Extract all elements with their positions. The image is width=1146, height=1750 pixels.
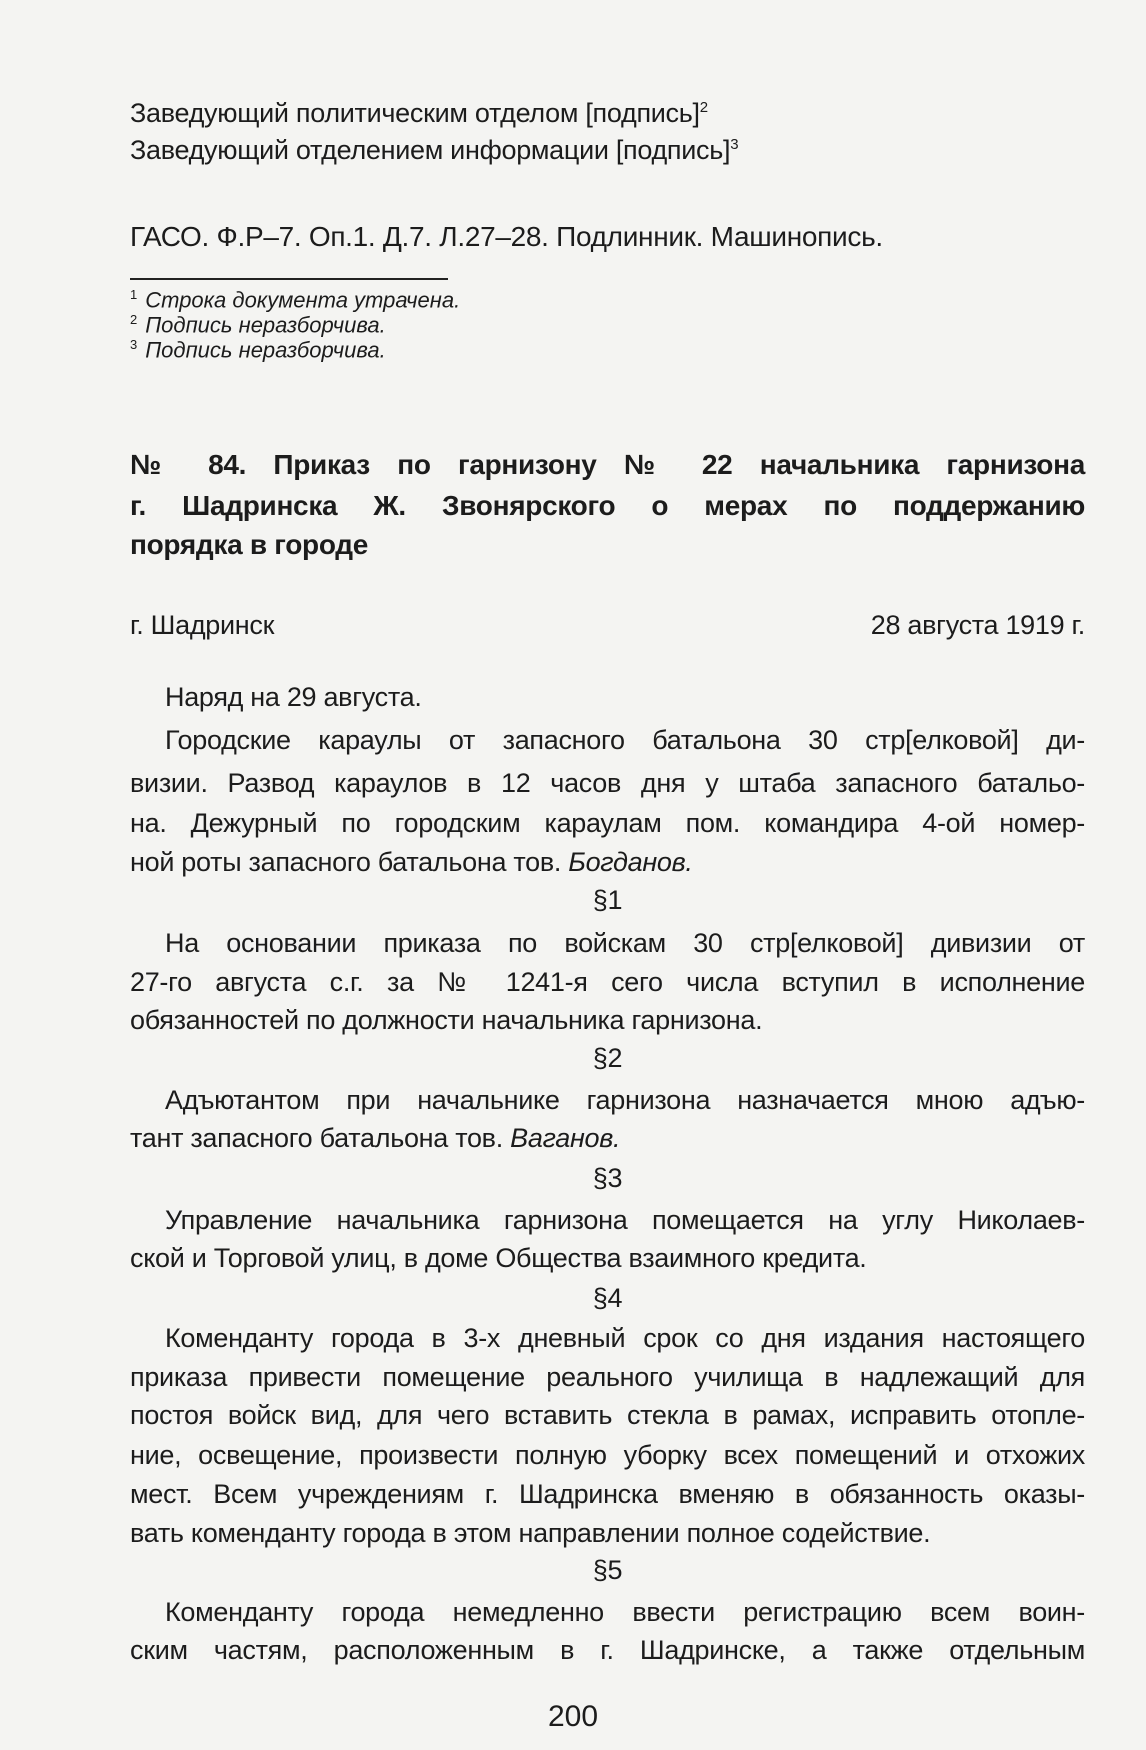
body-line: 27-го августа с.г. за № 1241-я сего числа вступил в исполнение	[130, 967, 1085, 997]
footnote-ref: 3	[730, 136, 739, 153]
footnote-number: 2	[130, 312, 138, 327]
footnote-ref: 2	[699, 99, 708, 116]
naryad: Наряд на 29 августа.	[165, 682, 422, 712]
body-text: тант запасного батальона тов.	[130, 1123, 511, 1153]
signature-information	[130, 127, 1085, 168]
place: г. Шадринск	[130, 610, 275, 640]
body-line: Коменданту города в 3-х дневный срок со дня издания настоящего	[165, 1323, 1085, 1353]
body-line: ской и Торговой улиц, в доме Общества взаимного кредита.	[130, 1243, 867, 1273]
body-line: На основании приказа по войскам 30 стр[елковой] дивизии от	[165, 928, 1085, 958]
footnote-text: Подпись неразборчива.	[145, 337, 386, 363]
person-name: Ваганов.	[510, 1123, 621, 1153]
signature-text: Заведующий политическим отделом [подпись]	[130, 98, 700, 128]
body-line	[130, 844, 1085, 880]
footnote	[130, 332, 386, 363]
archive-source: ГАСО. Ф.Р–7. Оп.1. Д.7. Л.27–28. Подлинник. Машинопись.	[130, 221, 883, 252]
footnote-text: Строка документа утрачена.	[145, 287, 461, 313]
body-line: мест. Всем учреждениям г. Шадринска вменяю в обязанность оказы-	[130, 1479, 1085, 1509]
body-text: ной роты запасного батальона тов.	[130, 847, 569, 877]
body-line: Адъютантом при начальнике гарнизона назначается мною адъю-	[165, 1085, 1085, 1115]
footnote-number: 3	[130, 337, 138, 352]
document-title: г. Шадринска Ж. Звонярского о мерах по поддержанию	[130, 490, 1085, 521]
signature-text: Заведующий отделением информации [подпись]	[130, 135, 731, 165]
section-mark: §1	[592, 885, 623, 915]
page-number: 200	[547, 1700, 599, 1733]
document-title: порядка в городе	[130, 529, 368, 560]
section-mark: §4	[592, 1283, 623, 1313]
body-line: на. Дежурный по городским караулам пом. командира 4-ой номер-	[130, 808, 1085, 838]
section-mark: §2	[592, 1043, 623, 1073]
footnote-number: 1	[130, 287, 138, 302]
body-line: постоя войск вид, для чего вставить стекла в рамах, исправить отопле-	[130, 1400, 1085, 1430]
body-line: ние, освещение, произвести полную уборку всех помещений и отхожих	[130, 1440, 1085, 1470]
section-mark: §5	[592, 1555, 623, 1585]
body-line: Управление начальника гарнизона помещается на углу Николаев-	[165, 1205, 1085, 1235]
body-line: обязанностей по должности начальника гарнизона.	[130, 1005, 763, 1035]
body-line: ским частям, расположенным в г. Шадринске, а также отдельным	[130, 1635, 1085, 1665]
footnote-text: Подпись неразборчива.	[145, 312, 386, 338]
body-line: Коменданту города немедленно ввести регистрацию всем воин-	[165, 1597, 1085, 1627]
body-line: вать коменданту города в этом направлении полное содействие.	[130, 1518, 931, 1548]
body-line: Городские караулы от запасного батальона 30 стр[елковой] ди-	[165, 725, 1085, 755]
signature-political	[130, 90, 1085, 131]
section-mark: §3	[592, 1163, 623, 1193]
body-line: приказа привести помещение реального училища в надлежащий для	[130, 1362, 1085, 1392]
date: 28 августа 1919 г.	[870, 610, 1085, 640]
body-line: визии. Развод караулов в 12 часов дня у штаба запасного батальо-	[130, 768, 1085, 798]
person-name: Богданов.	[568, 847, 693, 877]
body-line	[130, 1120, 1085, 1156]
footnote-divider	[130, 278, 448, 280]
document-title: № 84. Приказ по гарнизону № 22 начальника гарнизона	[130, 449, 1085, 480]
